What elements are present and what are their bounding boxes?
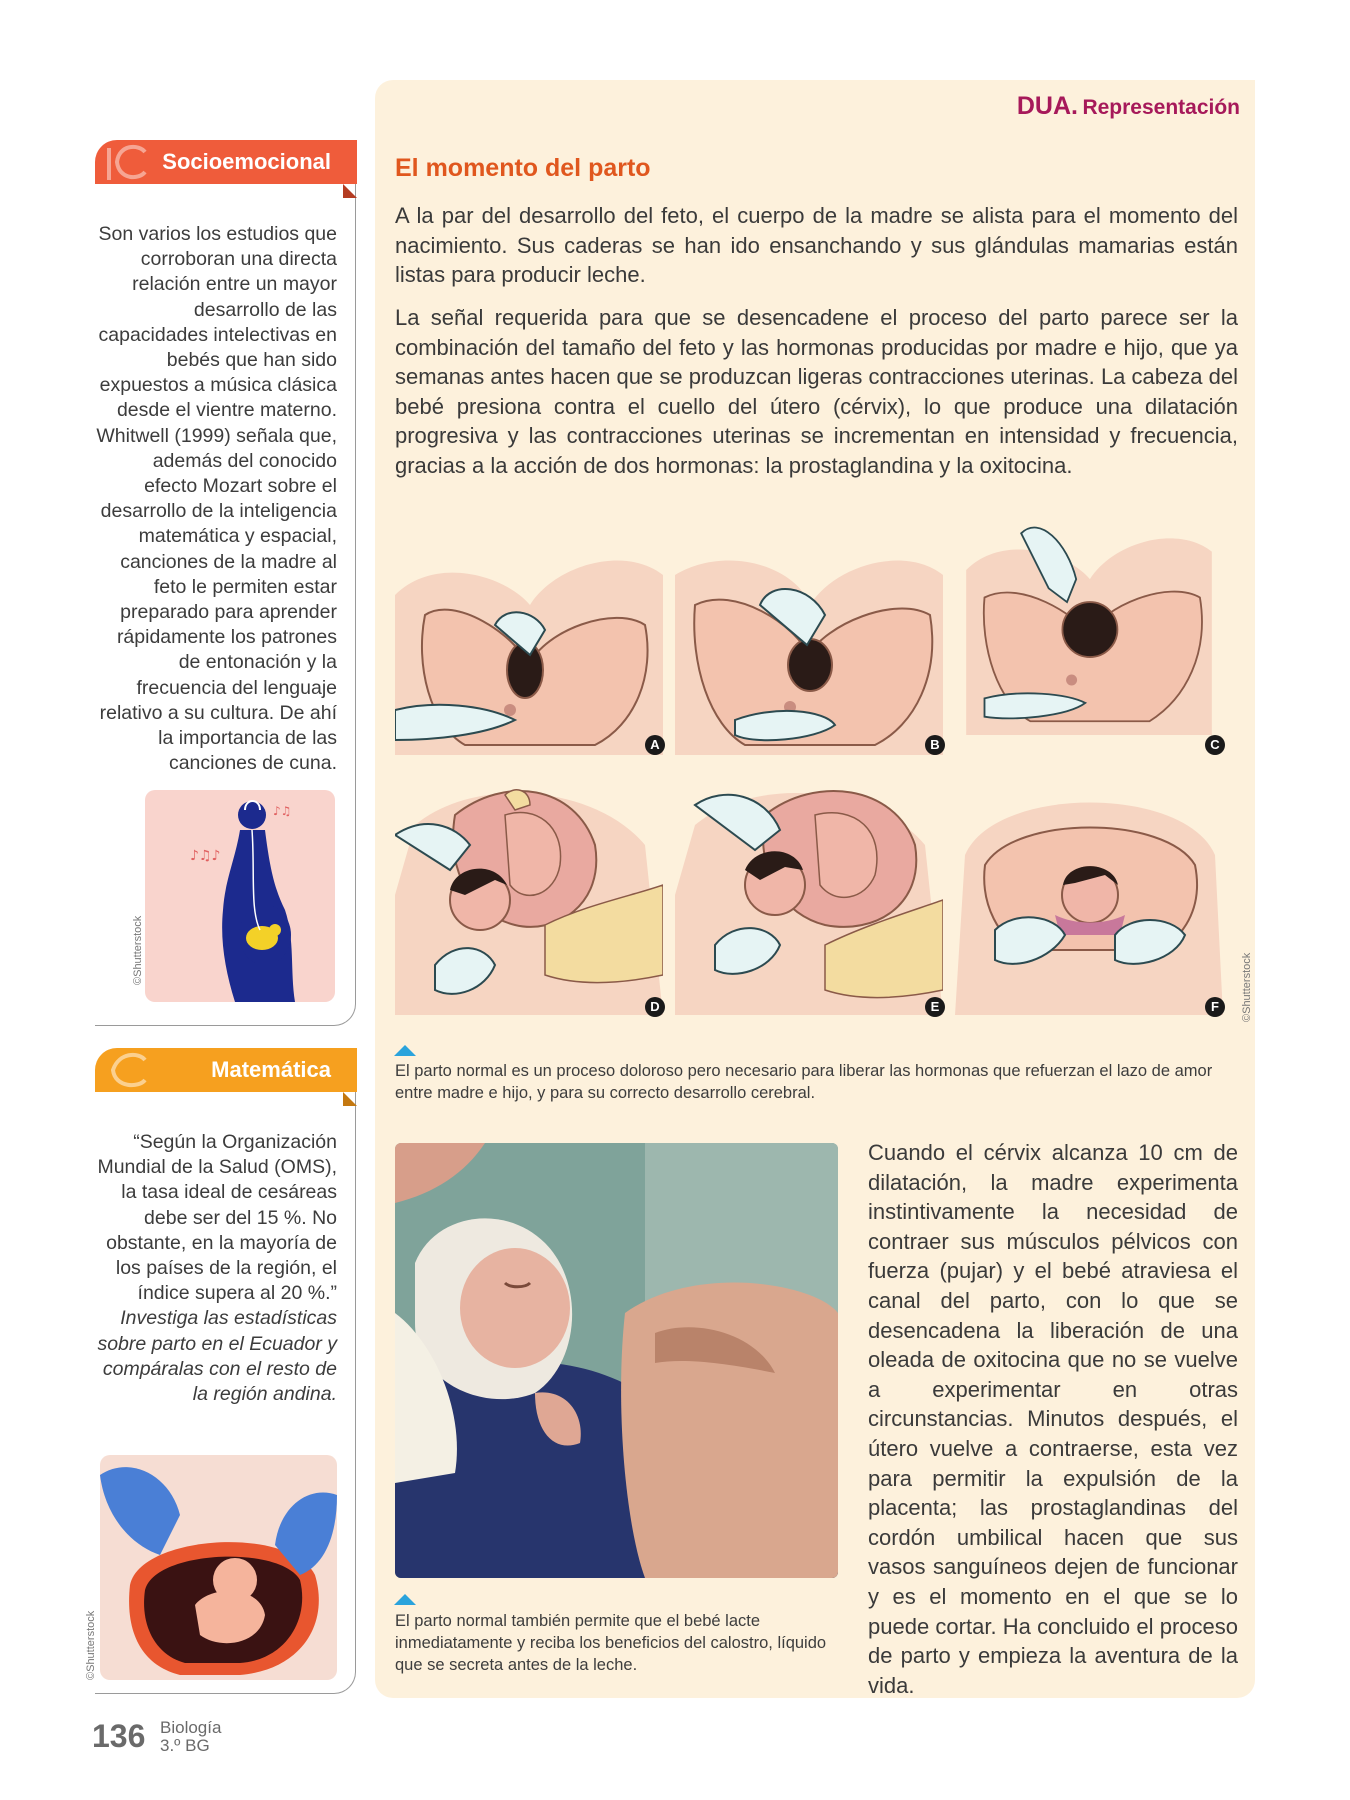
label-f: F: [1205, 997, 1225, 1017]
figure-credit: ©Shutterstock: [1241, 952, 1253, 1022]
figure-caption: El parto normal es un proceso doloroso pero necesario para liberar las hormonas que refuerzan el lazo de amor entre madre e hijo, y para su correcto desarrollo cerebral.: [395, 1062, 1213, 1102]
illustration-stage-a: [395, 535, 663, 755]
math-c-icon: [101, 1050, 153, 1090]
photo-caption: El parto normal también permite que el bebé lacte inmediatamente y reciba los beneficios del calostro, líquido que se secreta antes de la leche.: [395, 1612, 827, 1674]
paragraph-3: Cuando el cérvix alcanza 10 cm de dilatación, la madre experimenta instintivamente la necesidad de contraer sus músculos pélvicos con fuerza (pujar) y el bebé atraviesa el canal del parto, con lo que se desencadena la liberación de una oleada de oxitocina que no se vuelve a experimentar en otras circunstancias. Minutos después, el útero vuelve a contraerse, esta vez para permitir la expulsión de la placenta; las prostaglandinas del cordón umbilical hacen que sus vasos sanguíneos dejen de funcionar y es el momento en el que se lo puede cortar. Ha concluido el proceso de parto y empieza la aventura de la vida.: [868, 1140, 1238, 1698]
math-header-fold: [343, 1092, 357, 1106]
label-c: C: [1205, 735, 1225, 755]
label-a: A: [645, 735, 665, 755]
illustration-stage-f: [955, 775, 1223, 1015]
math-quote: “Según la Organización Mundial de la Salud (OMS), la tasa ideal de cesáreas debe ser del 15 %. No obstante, en la mayoría de los países de la región, el índice supera al 20 %.”: [97, 1131, 337, 1305]
dua-strong-text: DUA.: [1016, 92, 1078, 120]
caption-marker-icon: [394, 1045, 416, 1056]
svg-text:♪♫: ♪♫: [273, 804, 292, 818]
footer-grade: 3.º BG: [160, 1736, 210, 1755]
newborn-photo: [395, 1143, 838, 1578]
page-number: 136: [92, 1718, 146, 1754]
paragraph-1: A la par del desarrollo del feto, el cuerpo de la madre se alista para el momento del nacimiento. Sus caderas se han ido ensanchando y sus glándulas mamarias están listas para producir leche.: [395, 203, 1238, 287]
math-label: Matemática: [211, 1057, 331, 1082]
footer-subject: [160, 1719, 221, 1755]
socio-label: Socioemocional: [162, 149, 331, 174]
footer-subject-name: Biología: [160, 1718, 222, 1737]
socio-pregnant-illustration: [145, 790, 335, 1002]
math-task: Investiga las estadísticas sobre parto en el Ecuador y compáralas con el resto de la región andina.: [97, 1307, 337, 1406]
svg-text:♪♫♪: ♪♫♪: [190, 848, 221, 864]
label-b: B: [925, 735, 945, 755]
illustration-stage-b: [675, 535, 943, 755]
math-text: [95, 1130, 337, 1407]
illustration-stage-e: [675, 775, 943, 1015]
math-header: [95, 1048, 357, 1092]
math-credit: ©Shutterstock: [85, 1610, 97, 1680]
socio-credit: ©Shutterstock: [132, 915, 144, 985]
math-fetus-illustration: [100, 1455, 337, 1680]
socio-header: [95, 140, 357, 184]
photo-caption-marker-icon: [394, 1594, 416, 1605]
illustration-stage-d: [395, 775, 663, 1015]
dua-label: [995, 92, 1240, 121]
socio-text: Son varios los estudios que corroboran una directa relación entre un mayor desarrollo de las capacidades intelectivas en bebés que han sido expuestos a música clásica desde el vientre materno. Whitwell (1999) señala que, además del conocido efecto Mozart sobre el desarrollo de la inteligencia matemática y espacial, canciones de la madre al feto le permiten estar preparado para aprender rápidamente los patrones de entonación y la frecuencia del lenguaje relativo a su cultura. De ahí la importancia de las canciones de cuna.: [96, 223, 337, 775]
socio-header-fold: [343, 184, 357, 198]
label-d: D: [645, 997, 665, 1017]
label-e: E: [925, 997, 945, 1017]
paragraph-2: La señal requerida para que se desencadene el proceso del parto parece ser la combinación del tamaño del feto y las hormonas producidas por madre e hijo, que ya semanas antes hacen que se produzcan ligeras contracciones uterinas. La cabeza del bebé presiona contra el cuello del útero (cérvix), lo que produce una dilatación progresiva y las contracciones uterinas se incrementan en intensidad y frecuencia, gracias a la acción de dos hormonas: la prostaglandina y la oxitocina.: [395, 305, 1238, 478]
dua-rest-text: Representación: [1082, 96, 1240, 119]
section-title: El momento del parto: [395, 154, 651, 182]
socio-ic-icon: [101, 142, 153, 182]
illustration-stage-c: [955, 515, 1223, 735]
